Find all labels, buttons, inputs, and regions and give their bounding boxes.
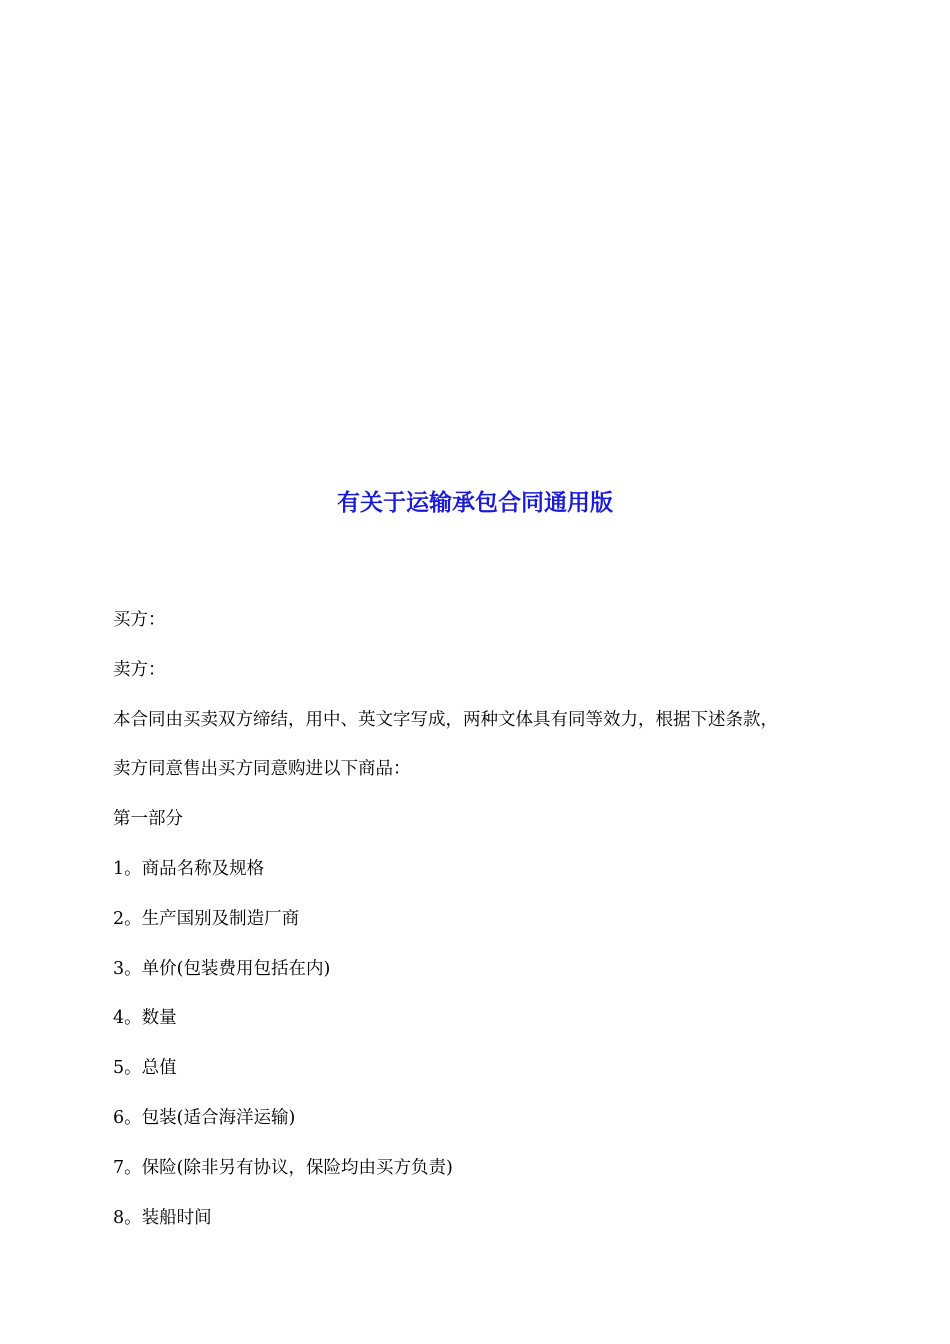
list-item: 6。包装(适合海洋运输) (113, 1107, 296, 1128)
list-item: 3。单价(包装费用包括在内) (113, 958, 331, 979)
list-item: 8。装船时间 (113, 1207, 212, 1228)
list-item: 7。保险(除非另有协议，保险均由买方负责) (113, 1157, 453, 1178)
list-item: 5。总值 (113, 1058, 177, 1079)
list-item: 4。数量 (113, 1008, 177, 1029)
document-title: 有关于运输承包合同通用版 (337, 490, 613, 516)
section-heading: 第一部分 (113, 809, 183, 830)
buyer-line: 买方： (113, 610, 166, 630)
list-item: 1。商品名称及规格 (113, 858, 265, 879)
intro-paragraph-line-1: 本合同由买卖双方缔结，用中、英文字写成，两种文体具有同等效力，根据下述条款， (113, 709, 778, 730)
list-item: 2。生产国别及制造厂商 (113, 908, 300, 929)
intro-paragraph-line-2: 卖方同意售出买方同意购进以下商品： (113, 759, 411, 780)
seller-line: 卖方： (113, 659, 166, 680)
document-body (113, 604, 873, 1251)
